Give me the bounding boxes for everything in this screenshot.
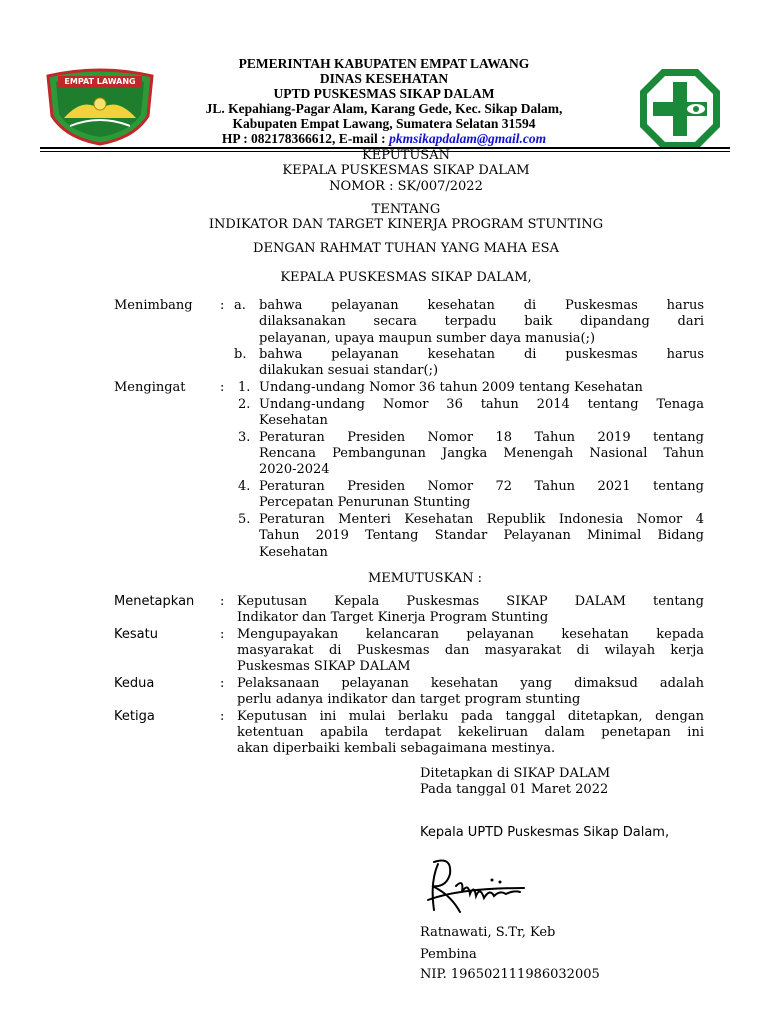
kedua-colon: :: [220, 676, 225, 691]
menimbang-b-line2: dilakukan sesuai standar(;): [259, 363, 439, 378]
mengingat-num-2: 2.: [238, 397, 251, 412]
mengingat-label: Mengingat: [114, 380, 186, 395]
mengingat-num-4: 4.: [238, 479, 251, 494]
menetapkan-line2: Indikator dan Target Kinerja Program Stunting: [237, 610, 549, 625]
mengingat-num-1: 1.: [238, 380, 251, 395]
mengingat-3-line2: Rencana Pembangunan Jangka Menengah Nasional Tahun: [259, 446, 704, 461]
kedua-line2: perlu adanya indikator dan target program stunting: [237, 692, 581, 707]
kesatu-line2: masyarakat di Puskesmas dan masyarakat di wilayah kerja: [237, 643, 704, 658]
mengingat-3-line1: Peraturan Presiden Nomor 18 Tahun 2019 tentang: [259, 430, 704, 445]
header-address: JL. Kepahiang-Pagar Alam, Karang Gede, Kec. Sikap Dalam,: [205, 101, 563, 116]
header-gov: PEMERINTAH KABUPATEN EMPAT LAWANG: [238, 56, 530, 71]
kesatu-line1: Mengupayakan kelancaran pelayanan kesehatan kepada: [237, 627, 704, 642]
header-regency: Kabupaten Empat Lawang, Sumatera Selatan 31594: [232, 116, 536, 131]
mengingat-2-line2: Kesehatan: [259, 413, 328, 428]
memutuskan-heading: MEMUTUSKAN :: [367, 571, 483, 586]
mengingat-1-line1: Undang-undang Nomor 36 tahun 2009 tentang Kesehatan: [259, 380, 643, 395]
menetapkan-label: Menetapkan: [114, 594, 195, 609]
menimbang-a-line1: bahwa pelayanan kesehatan di Puskesmas harus: [259, 298, 704, 313]
title-subject: INDIKATOR DAN TARGET KINERJA PROGRAM STUNTING: [208, 217, 604, 232]
header-dinas: DINAS KESEHATAN: [319, 71, 449, 86]
kesatu-colon: :: [220, 627, 225, 642]
menimbang-num-a: a.: [234, 298, 246, 313]
ketiga-line1: Keputusan ini mulai berlaku pada tanggal ditetapkan, dengan: [237, 709, 704, 724]
closing-position: Kepala UPTD Puskesmas Sikap Dalam,: [420, 825, 670, 840]
menimbang-colon: :: [220, 298, 225, 313]
title-kepala-puskesmas: KEPALA PUSKESMAS SIKAP DALAM,: [280, 270, 532, 285]
signer-name: Ratnawati, S.Tr, Keb: [420, 925, 556, 940]
header-contact: [0, 131, 768, 146]
menetapkan-line1: Keputusan Kepala Puskesmas SIKAP DALAM tentang: [237, 594, 704, 609]
signer-nip: NIP. 196502111986032005: [420, 967, 600, 982]
menimbang-b-line1: bahwa pelayanan kesehatan di puskesmas harus: [259, 347, 704, 362]
signature: [420, 852, 540, 922]
ketiga-colon: :: [220, 709, 225, 724]
title-nomor: NOMOR : SK/007/2022: [329, 179, 483, 194]
kesatu-line3: Puskesmas SIKAP DALAM: [237, 659, 411, 674]
mengingat-3-line3: 2020-2024: [259, 462, 330, 477]
menimbang-num-b: b.: [234, 347, 247, 362]
mengingat-5-line3: Kesehatan: [259, 545, 328, 560]
header-email[interactable]: pkmsikapdalam@gmail.com: [389, 131, 547, 146]
ketiga-label: Ketiga: [114, 709, 155, 724]
regency-logo-text: EMPAT LAWANG: [64, 77, 136, 86]
closing-date: Pada tanggal 01 Maret 2022: [420, 782, 609, 797]
menimbang-label: Menimbang: [114, 298, 193, 313]
title-tentang: TENTANG: [371, 202, 441, 217]
kesatu-label: Kesatu: [114, 627, 158, 642]
title-rahmat: DENGAN RAHMAT TUHAN YANG MAHA ESA: [253, 241, 559, 256]
ketiga-line2: ketentuan apabila terdapat kekeliruan dalam penetapan ini: [237, 725, 704, 740]
title-keputusan: KEPUTUSAN: [362, 148, 450, 163]
menimbang-a-line3: pelayanan, upaya maupun sumber daya manusia(;): [259, 331, 596, 346]
title-kepala: KEPALA PUSKESMAS SIKAP DALAM: [282, 163, 530, 178]
closing-place: Ditetapkan di SIKAP DALAM: [420, 766, 611, 781]
kedua-label: Kedua: [114, 676, 155, 691]
mengingat-5-line2: Tahun 2019 Tentang Standar Pelayanan Minimal Bidang: [259, 528, 704, 543]
mengingat-2-line1: Undang-undang Nomor 36 tahun 2014 tentang Tenaga: [259, 397, 704, 412]
ketiga-line3: akan diperbaiki kembali sebagaimana mestinya.: [237, 741, 556, 756]
mengingat-4-line1: Peraturan Presiden Nomor 72 Tahun 2021 tentang: [259, 479, 704, 494]
mengingat-4-line2: Percepatan Penurunan Stunting: [259, 495, 471, 510]
header-uptd: UPTD PUSKESMAS SIKAP DALAM: [273, 86, 495, 101]
mengingat-num-3: 3.: [238, 430, 251, 445]
menetapkan-colon: :: [220, 594, 225, 609]
mengingat-num-5: 5.: [238, 512, 251, 527]
header-phone: HP : 082178366612, E-mail :: [221, 131, 390, 146]
mengingat-colon: :: [220, 380, 225, 395]
menimbang-a-line2: dilaksanakan secara terpadu baik dipandang dari: [259, 314, 704, 329]
signer-rank: Pembina: [420, 947, 477, 962]
kedua-line1: Pelaksanaan pelayanan kesehatan yang dimaksud adalah: [237, 676, 704, 691]
mengingat-5-line1: Peraturan Menteri Kesehatan Republik Indonesia Nomor 4: [259, 512, 704, 527]
